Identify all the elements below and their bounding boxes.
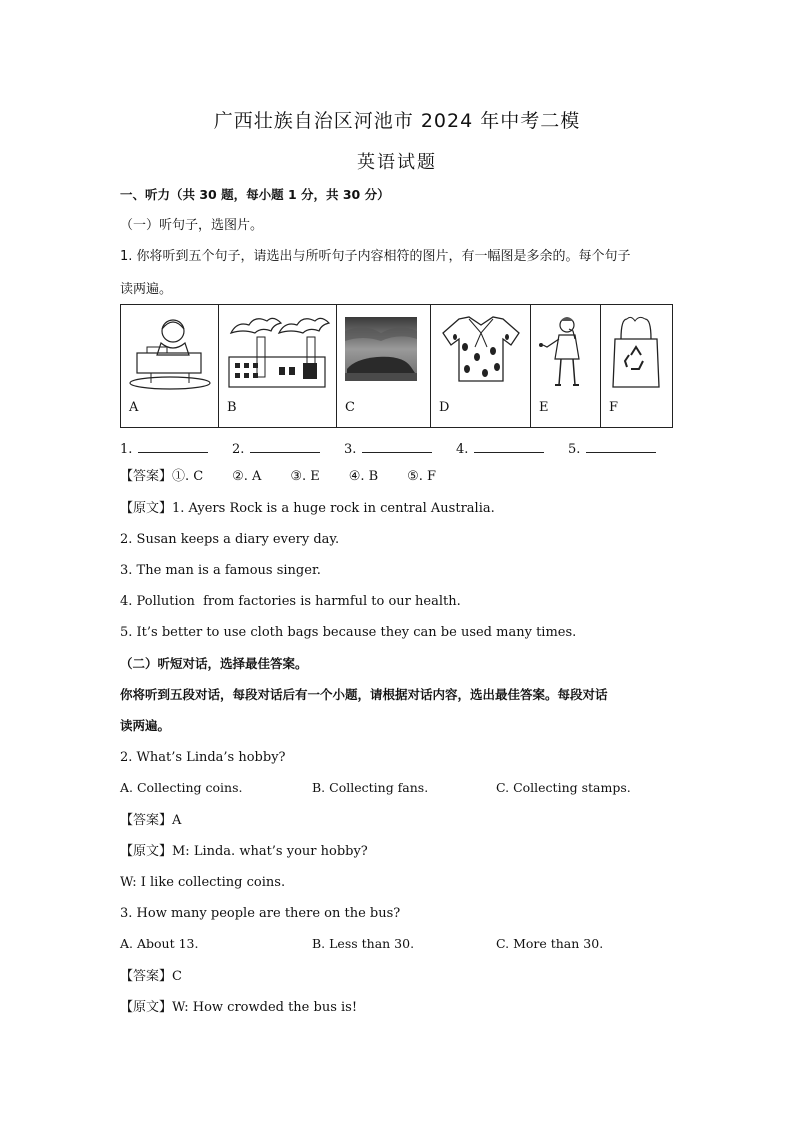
picture-cell-f (601, 305, 672, 427)
q1-instruction-line1: 1. 你将听到五个句子，请选出与所听句子内容相符的图片，有一幅图是多余的。每个句子 (120, 249, 631, 264)
blank-line (474, 440, 544, 453)
picture-label: F (609, 400, 619, 415)
q1-original-line: 2. Susan keeps a diary every day. (120, 532, 340, 547)
cloth-bag-dress-image (431, 311, 531, 397)
section-heading: 一、听力（共 30 题，每小题 1 分，共 30 分） (120, 187, 390, 202)
picture-label: A (129, 400, 139, 415)
q3-option-a[interactable]: A. About 13. (120, 936, 199, 951)
part2-instruction-line1: 你将听到五段对话，每段对话后有一个小题，请根据对话内容，选出最佳答案。每段对话 (120, 687, 608, 702)
q3-option-c[interactable]: C. More than 30. (496, 936, 604, 951)
q2-answer: 【答案】A (120, 813, 182, 828)
picture-cell-c (337, 305, 431, 427)
blank-line (362, 440, 432, 453)
blank-line (138, 440, 208, 453)
picture-cell-b (219, 305, 337, 427)
q3-question: 3. How many people are there on the bus? (120, 906, 401, 921)
q1-original-line: 5. It’s better to use cloth bags because they can be used many times. (120, 625, 577, 640)
answer-blank-1[interactable] (120, 440, 208, 457)
picture-cell-a (121, 305, 219, 427)
part2-heading: （二）听短对话，选择最佳答案。 (120, 656, 308, 671)
picture-label: D (439, 400, 450, 415)
q2-option-b[interactable]: B. Collecting fans. (312, 780, 429, 795)
q1-instruction-line2: 读两遍。 (120, 282, 173, 297)
q3-original-line: 【原文】W: How crowded the bus is! (120, 1000, 358, 1015)
blank-number: 1. (120, 442, 133, 457)
recycle-bag-image (601, 311, 672, 397)
picture-label: E (539, 400, 549, 415)
answer-blank-4[interactable] (456, 440, 544, 457)
q1-answer: 【答案】①. C ②. A ③. E ④. B ⑤. F (120, 469, 437, 484)
q3-answer: 【答案】C (120, 969, 182, 984)
answer-blank-2[interactable] (232, 440, 320, 457)
q2-original-line: 【原文】M: Linda. what’s your hobby? (120, 844, 368, 859)
q1-original-line: 3. The man is a famous singer. (120, 563, 321, 578)
answer-blank-3[interactable] (344, 440, 432, 457)
ayers-rock-image (337, 311, 431, 397)
blank-number: 3. (344, 442, 357, 457)
blank-line (250, 440, 320, 453)
answer-blank-5[interactable] (568, 440, 656, 457)
picture-label: C (345, 400, 355, 415)
blank-line (586, 440, 656, 453)
q2-option-a[interactable]: A. Collecting coins. (120, 780, 243, 795)
part1-heading: （一）听句子，选图片。 (120, 218, 264, 233)
q2-option-c[interactable]: C. Collecting stamps. (496, 780, 631, 795)
part2-instruction-line2: 读两遍。 (120, 718, 171, 733)
picture-cell-e (531, 305, 601, 427)
picture-table (120, 304, 673, 428)
q1-original-line: 【原文】1. Ayers Rock is a huge rock in central Australia. (120, 501, 495, 516)
blank-number: 4. (456, 442, 469, 457)
man-singing-image (531, 311, 601, 397)
q1-original-line: 4. Pollution from factories is harmful to our health. (120, 594, 461, 609)
picture-cell-d (431, 305, 531, 427)
girl-writing-diary-image (121, 311, 219, 397)
picture-label: B (227, 400, 237, 415)
q2-question: 2. What’s Linda’s hobby? (120, 750, 286, 765)
factory-image (219, 311, 337, 397)
page-subtitle: 英语试题 (357, 152, 437, 173)
blank-number: 2. (232, 442, 245, 457)
page-title: 广西壮族自治区河池市 2024 年中考二模 (213, 110, 581, 132)
q2-original-line: W: I like collecting coins. (120, 875, 286, 890)
blank-number: 5. (568, 442, 581, 457)
q3-option-b[interactable]: B. Less than 30. (312, 936, 415, 951)
